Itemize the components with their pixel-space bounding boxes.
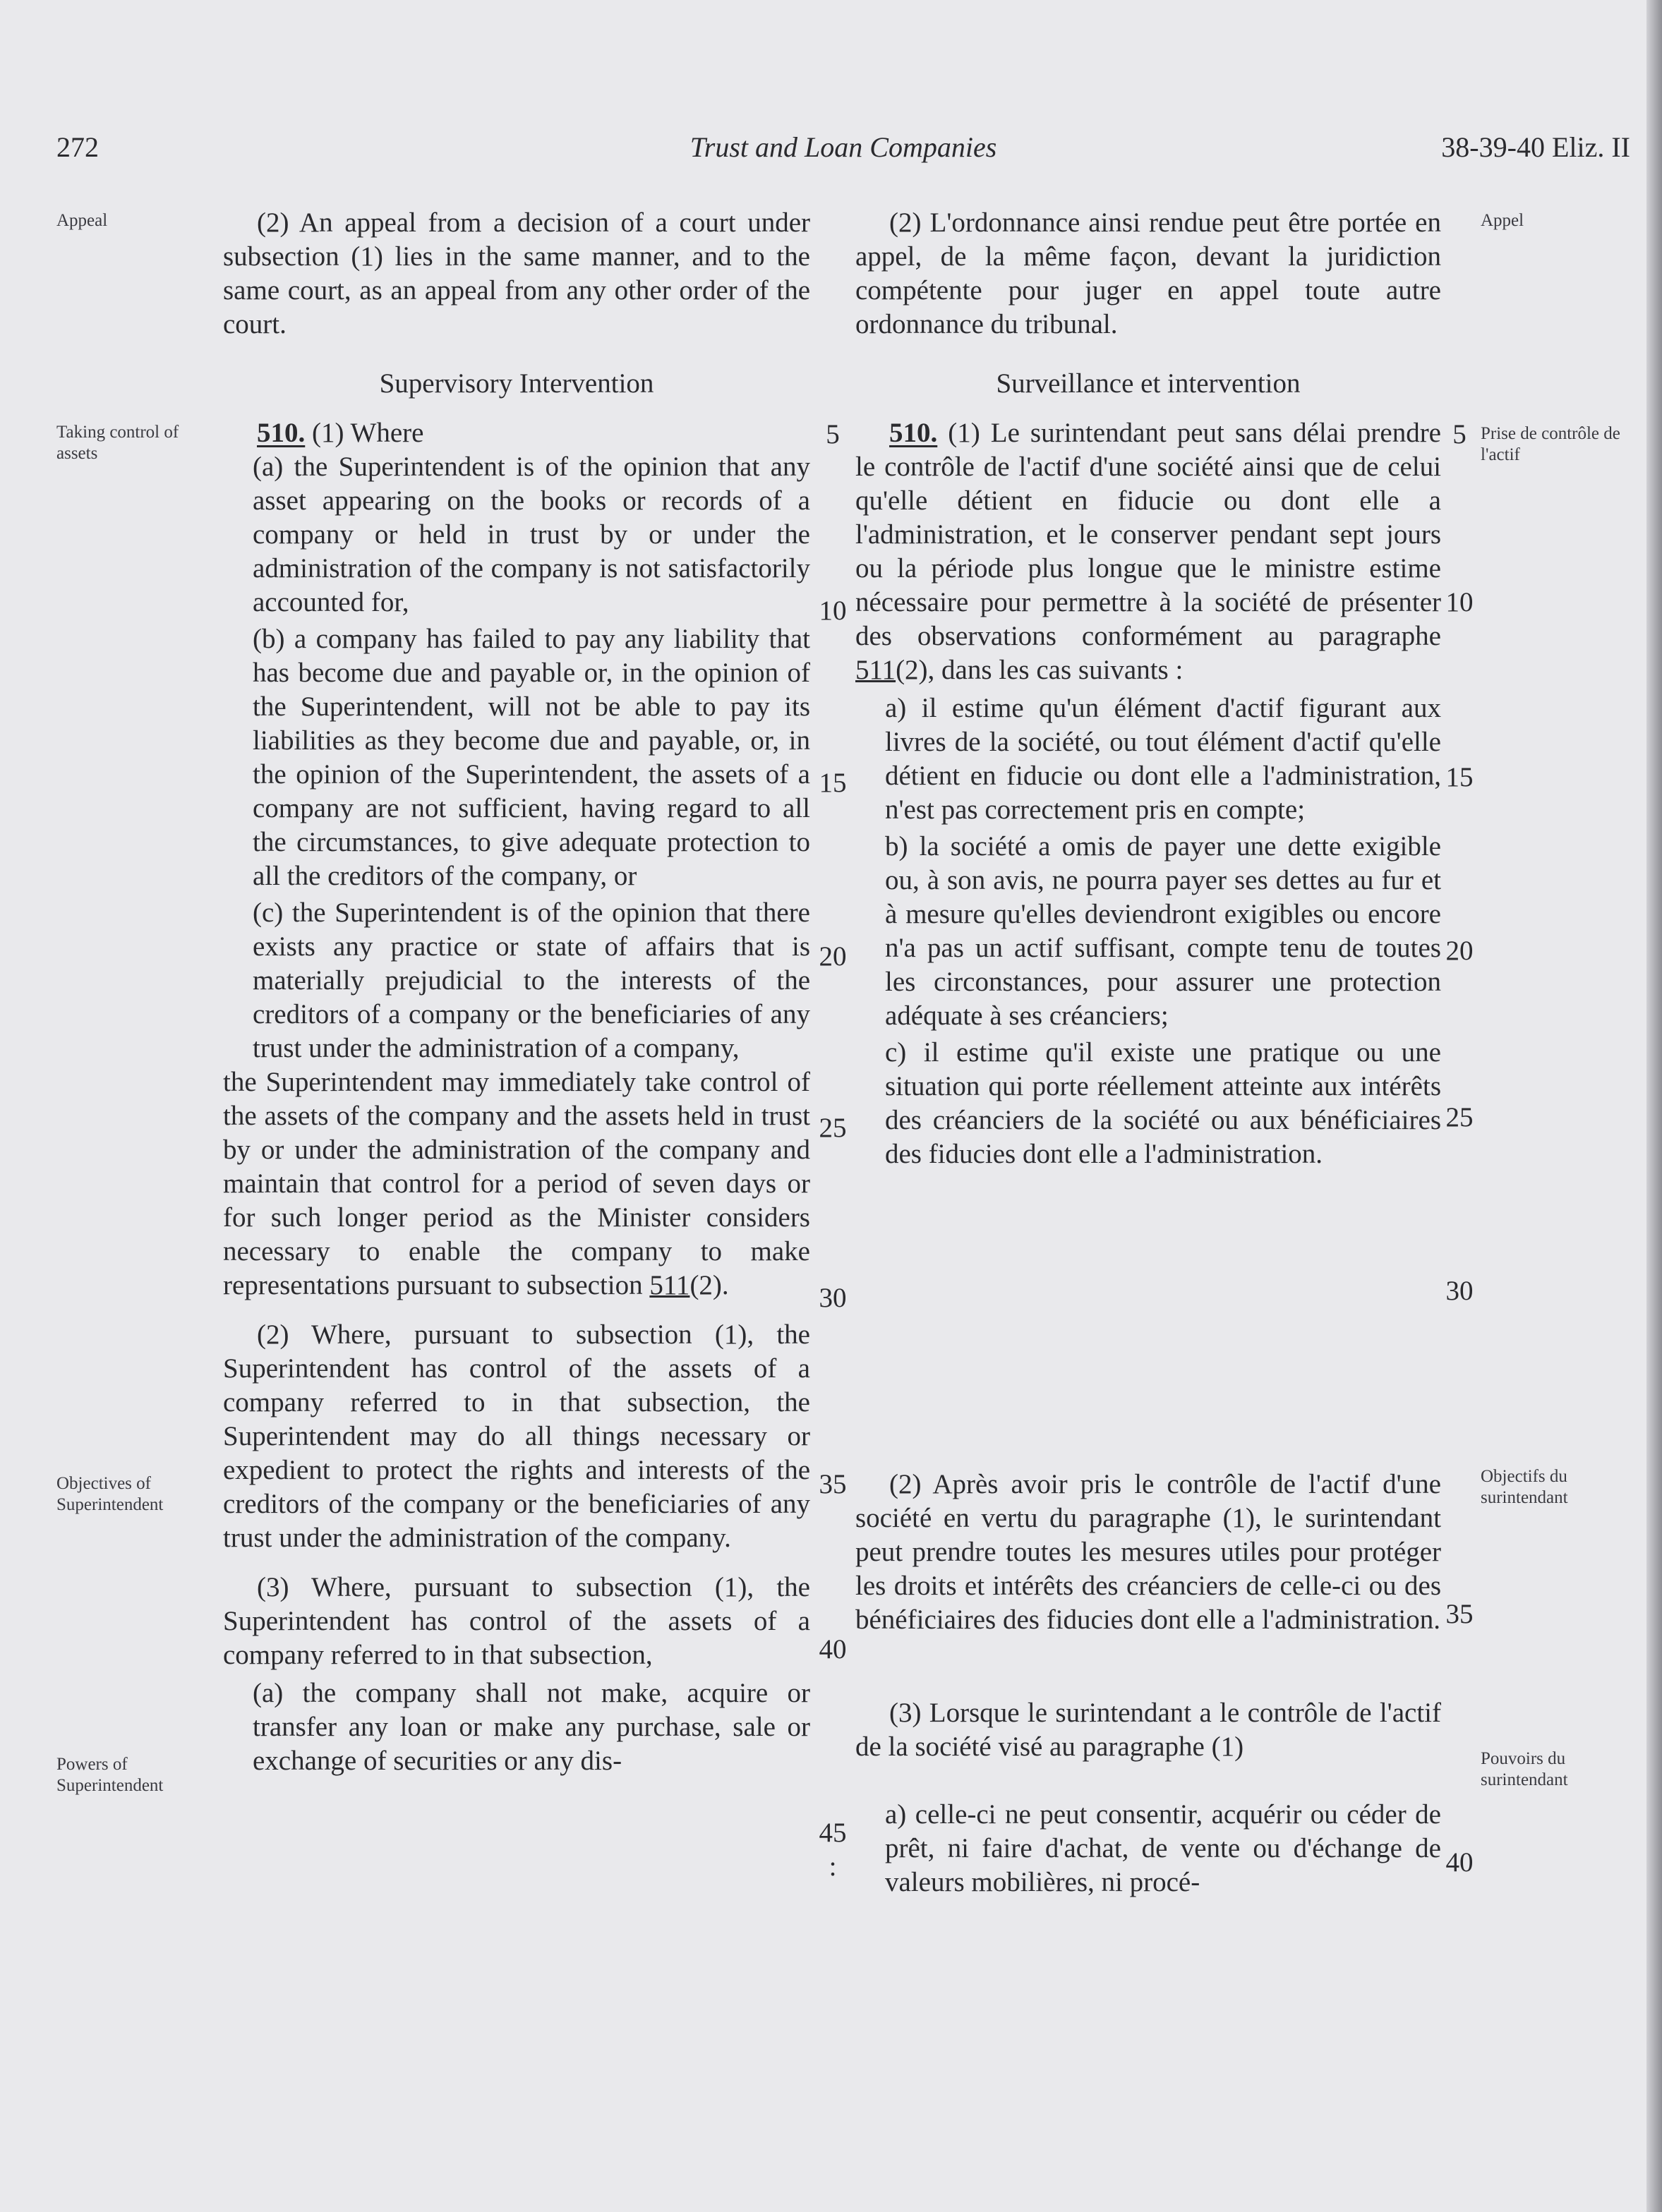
line-number: 35 bbox=[1445, 1599, 1474, 1629]
margin-note-appeal: Appeal bbox=[56, 211, 108, 230]
line-number: 5 bbox=[1452, 419, 1467, 449]
section-heading-fr: Surveillance et intervention bbox=[996, 368, 1301, 399]
line-number: 45 : bbox=[819, 1818, 847, 1882]
line-number: 20 bbox=[1445, 936, 1474, 966]
lead-end-fr: (2), dans les cas suivants : bbox=[896, 655, 1184, 685]
line-number: 30 bbox=[1445, 1276, 1474, 1306]
margin-note-prise-controle: Prise de contrôle de l'actif bbox=[1481, 424, 1620, 464]
subsection-3: (3) Where, pursuant to subsection (1), the Superintendent has control of the assets of a company referred to in that subsection, bbox=[223, 1572, 810, 1670]
section-number-fr: 510. bbox=[889, 418, 938, 448]
section-lead-text: (1) Where bbox=[305, 418, 424, 448]
page-edge-shadow bbox=[1646, 0, 1662, 2212]
subsection-2: (2) Where, pursuant to subsection (1), the Superintendent has control of the assets of a company referred to in that subsection, the Superintendent may do all things necessary or expedient to protect the rights and interests of the creditors of the company or the beneficiaries of any trust under the administration of the company. bbox=[223, 1319, 810, 1553]
paragraph-c: (c) the Superintendent is of the opinion that there exists any practice or state of affairs that is materially prejudicial to the interests of the creditors of a company or the beneficiaries of any trust under the administration of a company, bbox=[253, 898, 810, 1063]
english-column bbox=[223, 206, 810, 1778]
line-number: 40 bbox=[1445, 1847, 1474, 1878]
section-heading: Supervisory Intervention bbox=[379, 368, 654, 399]
margin-note-powers: Powers of Superintendent bbox=[56, 1755, 164, 1795]
french-column-lower bbox=[855, 1468, 1441, 1899]
cross-reference-fr: 511 bbox=[855, 655, 896, 685]
section-510-lead-fr bbox=[855, 416, 1441, 687]
running-header bbox=[56, 131, 1630, 173]
section-510-tail bbox=[223, 1065, 810, 1303]
paragraphe-2: (2) Après avoir pris le contrôle de l'actif d'une société en vertu du paragraphe (1), le surintendant peut prendre toutes les mesures utiles pour protéger les droits et intérêts des créanciers de celle-ci ou des bénéficiaires des fiducies dont elle a l'administration. bbox=[855, 1469, 1441, 1635]
line-number: 10 bbox=[1445, 587, 1474, 617]
line-number: 5 bbox=[826, 419, 840, 449]
margin-note-pouvoirs: Pouvoirs du surintendant bbox=[1481, 1749, 1568, 1789]
line-number: 35 bbox=[819, 1469, 847, 1499]
page-number: 272 bbox=[56, 131, 99, 163]
french-column bbox=[855, 206, 1441, 1171]
paragraph-a: (a) the Superintendent is of the opinion that any asset appearing on the books or records of a company or held in trust by or under the administration of the company is not satisfactorily accounted for, bbox=[253, 452, 810, 617]
line-number: 15 bbox=[819, 768, 847, 798]
tail-end: (2). bbox=[690, 1270, 729, 1300]
tail-text: the Superintendent may immediately take control of the assets of the company and the assets held in trust by or under the administration of the company and maintain that control for a period of seven days or for such longer period as the Minister considers necessary to enable the company to make representations pursuant to subsection bbox=[223, 1067, 810, 1300]
paragraphe-3-alinea-a: a) celle-ci ne peut consentir, acquérir ou céder de prêt, ni faire d'achat, de vente ou d'échange de valeurs mobilières, ni procé- bbox=[885, 1799, 1441, 1897]
section-number: 510. bbox=[257, 418, 306, 448]
line-number: 30 bbox=[819, 1283, 847, 1313]
lead-text-fr: (1) Le surintendant peut sans délai prendre le contrôle de l'actif d'une société ainsi que de celui qu'elle détient en fiducie ou dont elle a l'administration, et le conserver pendant sept jours ou la période plus longue que le ministre estime nécessaire pour permettre à la société de présenter des observations conformément au paragraphe bbox=[855, 418, 1441, 651]
alinea-b: b) la société a omis de payer une dette exigible ou, à son avis, ne pourra payer ses dettes au fur et à mesure qu'elles deviendront exigibles ou encore n'a pas un actif suffisant, compte tenu de toutes les circonstances, pour assurer une protection adéquate à ses créanciers; bbox=[885, 831, 1441, 1031]
line-number: 20 bbox=[819, 941, 847, 972]
regnal-year: 38-39-40 Eliz. II bbox=[1441, 131, 1630, 163]
running-title: Trust and Loan Companies bbox=[690, 131, 997, 163]
appel-paragraph: (2) L'ordonnance ainsi rendue peut être portée en appel, de la même façon, devant la juridiction compétente pour juger en appel toute autre ordonnance du tribunal. bbox=[855, 207, 1441, 339]
line-number: 15 bbox=[1445, 762, 1474, 792]
line-number: 10 bbox=[819, 596, 847, 626]
margin-note-appel: Appel bbox=[1481, 211, 1524, 230]
margin-note-objectives: Objectives of Superintendent bbox=[56, 1474, 164, 1514]
paragraph-b: (b) a company has failed to pay any liability that has become due and payable or, in the opinion of the Superintendent, will not be able to pay its liabilities as they become due and payable, or, in the opinion of the Superintendent, the assets of a company are not sufficient, having regard to all the circumstances, to give adequate protection to all the creditors of the company, or bbox=[253, 624, 810, 891]
line-number: 25 bbox=[819, 1113, 847, 1143]
paragraphe-3: (3) Lorsque le surintendant a le contrôle de l'actif de la société visé au paragraphe (1) bbox=[855, 1698, 1441, 1762]
margin-note-objectifs: Objectifs du surintendant bbox=[1481, 1467, 1568, 1507]
alinea-a: a) il estime qu'un élément d'actif figurant aux livres de la société, ou tout élément d'actif qu'elle détient en fiducie ou dont elle a l'administration, n'est pas correctement pris en compte; bbox=[885, 693, 1441, 825]
margin-note-taking-control: Taking control of assets bbox=[56, 423, 179, 463]
line-number: 25 bbox=[1445, 1102, 1474, 1132]
alinea-c: c) il estime qu'il existe une pratique ou une situation qui porte réellement atteinte aux intérêts des créanciers de la société ou aux bénéficiaires des fiducies dont elle a l'administration. bbox=[885, 1037, 1441, 1169]
section-510-lead bbox=[223, 416, 810, 450]
subsection-3-paragraph-a: (a) the company shall not make, acquire or transfer any loan or make any purchase, sale or exchange of securities or any dis- bbox=[253, 1678, 810, 1776]
cross-reference: 511 bbox=[649, 1270, 690, 1300]
appeal-paragraph: (2) An appeal from a decision of a court under subsection (1) lies in the same manner, and to the same court, as an appeal from any other order of the court. bbox=[223, 207, 810, 339]
line-number: 40 bbox=[819, 1634, 847, 1664]
